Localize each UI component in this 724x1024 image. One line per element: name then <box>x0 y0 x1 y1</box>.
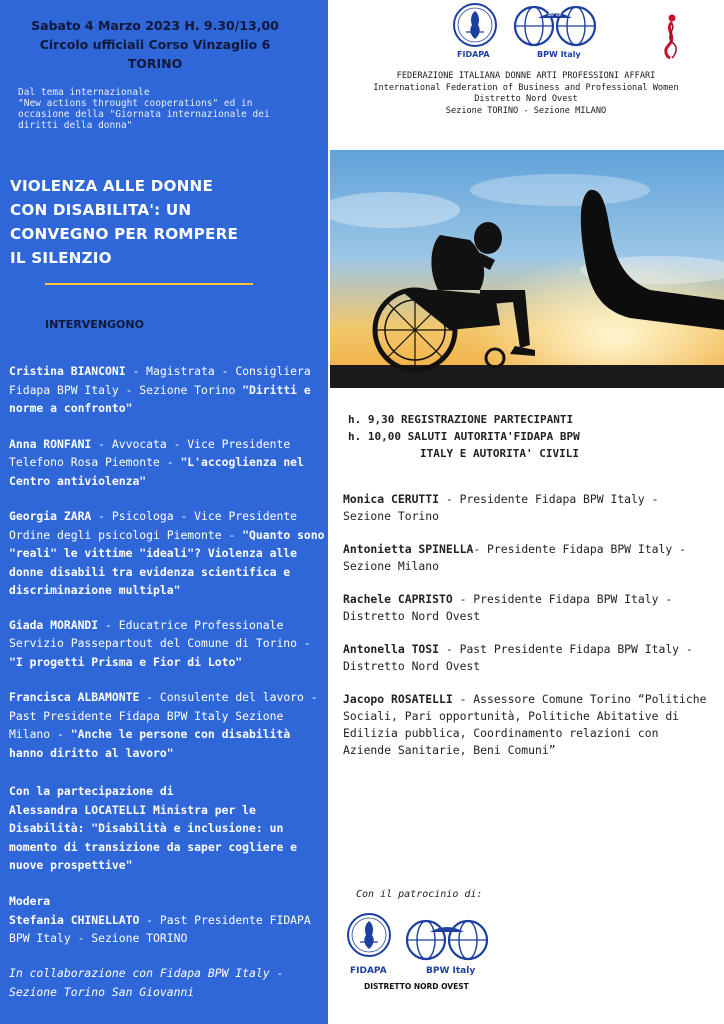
authority-item <box>343 641 713 675</box>
authority-name: Rachele CAPRISTO <box>343 592 453 606</box>
authority-name: Jacopo ROSATELLI <box>343 692 453 706</box>
footer-logos <box>346 910 496 990</box>
bpw-globes-icon <box>404 918 490 962</box>
speaker-name: Anna RONFANI <box>9 436 92 451</box>
authority-role: - Presidente Fidapa BPW Italy - Sezione Torino <box>343 492 659 523</box>
footer-district: DISTRETTO NORD OVEST <box>364 982 469 991</box>
speaker-role: - Magistrata - Consigliera Fidapa BPW Italy - Sezione Torino <box>9 364 311 397</box>
title-line: CON DISABILITA': UN <box>10 201 192 219</box>
intro-line: Dal tema internazionale <box>18 87 150 98</box>
event-city: TORINO <box>127 56 183 71</box>
speakers-list <box>9 362 325 779</box>
conference-title <box>10 174 310 270</box>
speaker-role: - Consulente del lavoro - Past Presidente Fidapa BPW Italy Sezione Milano - <box>9 690 318 741</box>
title-line: VIOLENZA ALLE DONNE <box>10 177 214 195</box>
speaker-item <box>9 362 325 418</box>
schedule-text-cont: ITALY E AUTORITA' CIVILI <box>420 447 579 460</box>
authorities-list <box>343 491 713 775</box>
authority-item <box>343 691 713 759</box>
guest-intro: Con la partecipazione di <box>9 784 174 798</box>
event-date: Sabato 4 Marzo 2023 H. 9.30/13,00 <box>31 18 279 33</box>
speaker-role: - Avvocata - Vice Presidente Telefono Rosa Piemonte - <box>9 436 291 469</box>
moderator-role: - Past Presidente FIDAPA BPW Italy - Sezione TORINO <box>9 912 311 945</box>
authority-name: Antonella TOSI <box>343 642 440 656</box>
schedule-time: h. 9,30 <box>348 413 395 426</box>
speaker-name: Georgia ZARA <box>9 509 92 523</box>
authority-item <box>343 491 713 525</box>
authority-name: Monica CERUTTI <box>343 492 440 506</box>
schedule-text: SALUTI AUTORITA'FIDAPA BPW <box>407 430 580 443</box>
right-panel <box>328 0 724 1024</box>
fidapa-logo-icon <box>452 2 498 48</box>
event-intro <box>18 87 313 131</box>
authority-name: Antonietta SPINELLA <box>343 542 474 556</box>
speaker-name: Francisca ALBAMONTE <box>9 690 140 704</box>
speaker-item <box>9 507 325 600</box>
speaker-talk: "I progetti Prisma e Fior di Loto" <box>9 654 243 669</box>
schedule-item <box>348 428 718 462</box>
title-divider <box>45 283 253 285</box>
authority-role: - Past Presidente Fidapa BPW Italy - Distretto Nord Ovest <box>343 642 693 673</box>
guest-block <box>9 782 325 875</box>
footer-bpw-label: BPW Italy <box>426 966 476 976</box>
speaker-name: Cristina BIANCONI <box>9 364 126 378</box>
intro-line: diritti della donna" <box>18 120 133 131</box>
org-line: Sezione TORINO - Sezione MILANO <box>445 105 607 116</box>
schedule-text: REGISTRAZIONE PARTECIPANTI <box>400 413 574 426</box>
moderator-name: Stefania CHINELLATO <box>9 912 140 927</box>
moderator-line <box>9 911 325 948</box>
event-place: Circolo ufficiali Corso Vinzaglio 6 <box>39 37 271 52</box>
collaboration-note: In collaborazione con Fidapa BPW Italy - Sezione Torino San Giovanni <box>9 966 284 999</box>
intro-line: occasione della "Giornata internazionale dei <box>18 109 270 120</box>
bpw-label: BPW Italy <box>537 50 581 59</box>
ribbon-figure-icon <box>656 12 684 60</box>
organization-info <box>328 71 724 117</box>
fidapa-logo-icon <box>346 910 392 960</box>
header-logos <box>452 2 602 68</box>
authority-item <box>343 541 713 575</box>
patronage-label: Con il patrocinio di: <box>356 889 483 900</box>
fidapa-label: FIDAPA <box>457 50 490 59</box>
bpw-globes-icon <box>512 4 598 48</box>
speaker-item <box>9 688 325 762</box>
speakers-heading: INTERVENGONO <box>45 318 144 331</box>
authority-item <box>343 591 713 625</box>
title-line: CONVEGNO PER ROMPERE <box>10 225 239 243</box>
authority-role: - Presidente Fidapa BPW Italy - Distretto Nord Ovest <box>343 592 673 623</box>
schedule-time: h. 10,00 <box>348 430 401 443</box>
authority-role: - Assessore Comune Torino “Politiche Sociali, Pari opportunità, Politiche Abitative di Edilizia pubblica, Coordinamento relazioni con Aziende Sanitarie, Beni Comuni” <box>343 692 707 757</box>
moderator-label: Modera <box>9 894 51 908</box>
org-line: FEDERAZIONE ITALIANA DONNE ARTI PROFESSIONI AFFARI <box>396 71 656 81</box>
speaker-item <box>9 435 325 491</box>
speaker-item <box>9 616 325 672</box>
speaker-name: Giada MORANDI <box>9 617 99 632</box>
moderator-block <box>9 892 325 948</box>
schedule-item <box>348 411 718 428</box>
hero-image <box>330 150 724 388</box>
speaker-talk: "Anche le persone con disabilità hanno diritto al lavoro" <box>9 727 291 760</box>
bpw-mark-text: BPW <box>548 11 562 18</box>
org-line: International Federation of Business and Professional Women <box>373 82 679 93</box>
speaker-talk: "Diritti e norme a confronto" <box>9 382 311 415</box>
left-panel <box>0 0 328 1024</box>
speaker-role: - Educatrice Professionale Servizio Passepartout del Comune di Torino - <box>9 617 311 650</box>
title-line: IL SILENZIO <box>10 249 112 267</box>
footer-fidapa-label: FIDAPA <box>350 966 387 976</box>
speaker-talk: "Quanto sono "reali" le vittime "ideali"? Violenza alle donne disabili tra evidenza scientifica e discriminazione multipla" <box>9 527 325 597</box>
guest-text: Alessandra LOCATELLI Ministra per le Disabilità: "Disabilità e inclusione: un momento di transizione da saper cogliere e nuove prospettive" <box>9 802 298 872</box>
speaker-talk: "L'accoglienza nel Centro antiviolenza" <box>9 455 304 488</box>
speaker-role: - Psicologa - Vice Presidente Ordine degli psicologi Piemonte - <box>9 509 298 542</box>
schedule <box>348 411 718 462</box>
authority-role: - Presidente Fidapa BPW Italy - Sezione Milano <box>343 542 686 573</box>
intro-line: "New actions throught cooperations" ed in <box>18 98 253 109</box>
org-line: Distretto Nord Ovest <box>474 94 578 104</box>
